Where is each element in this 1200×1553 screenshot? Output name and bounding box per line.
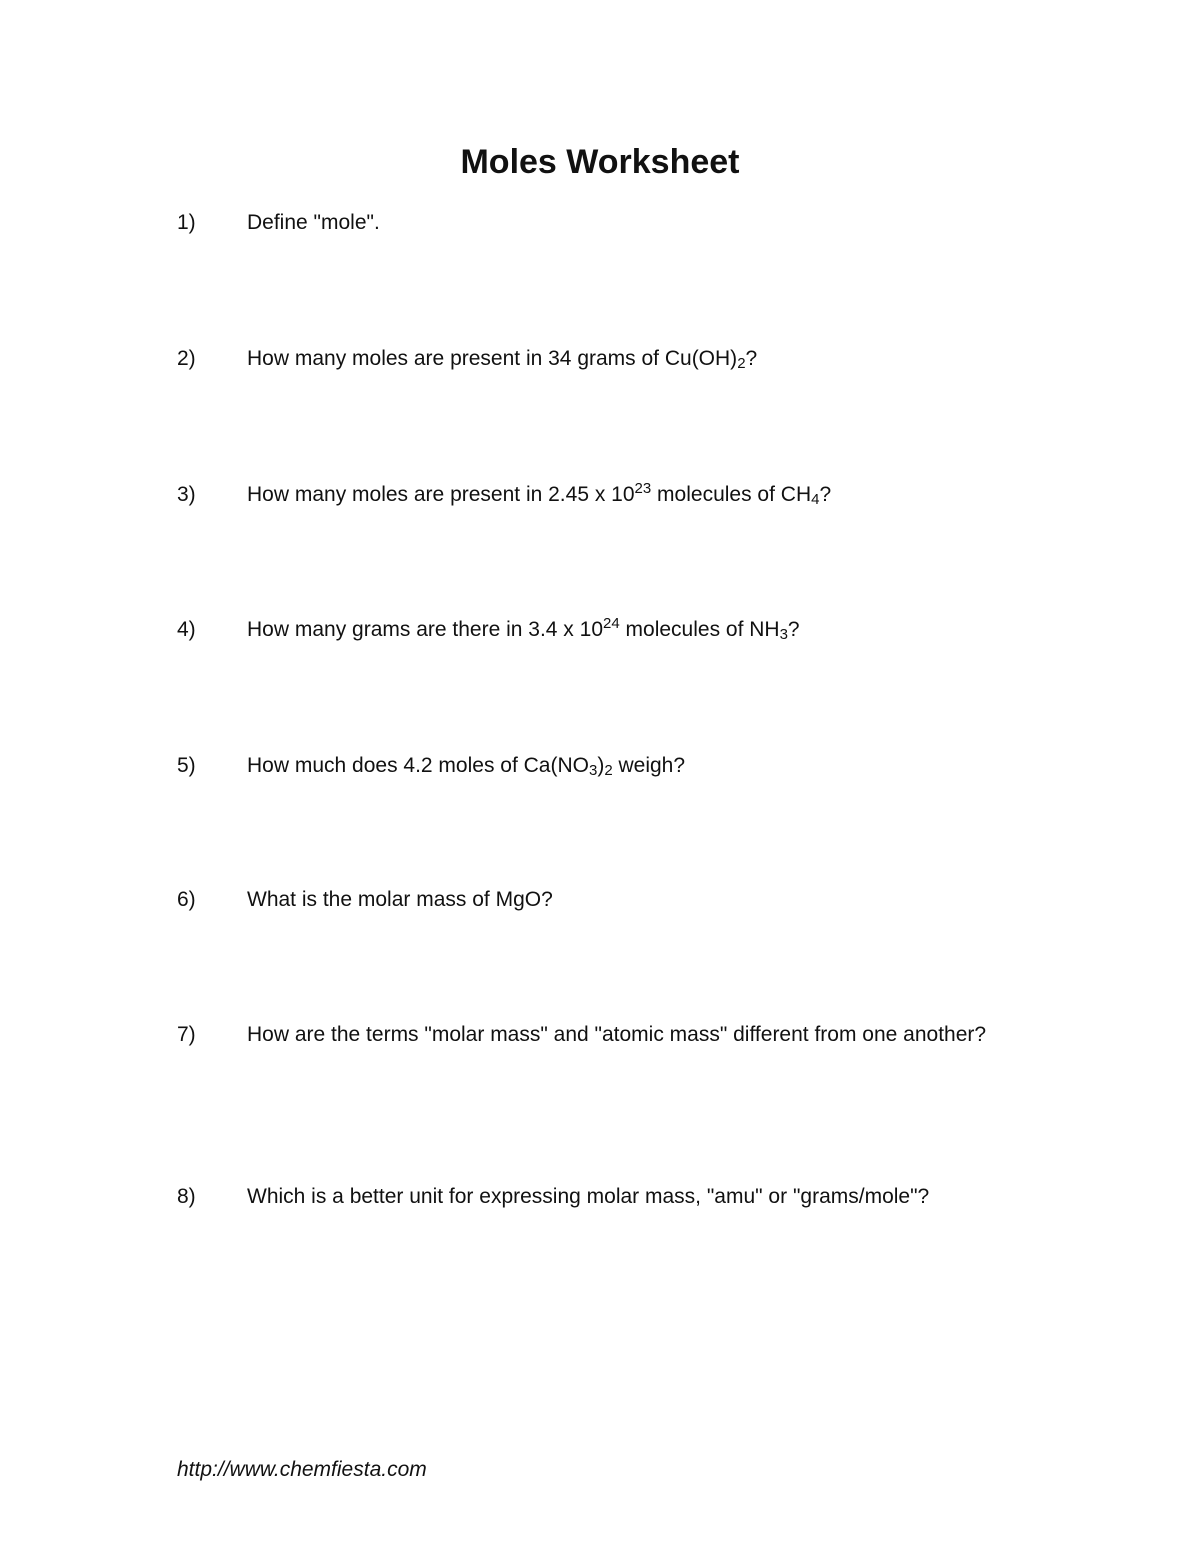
question-number: 2) [177,347,196,370]
question-number: 8) [177,1185,196,1208]
question-text-part: weigh? [612,754,686,777]
superscript: 23 [634,480,652,497]
subscript: 2 [737,355,746,372]
subscript: 3 [588,762,598,779]
subscript: 4 [811,491,820,508]
question-text [247,1183,1007,1210]
question-text-part: molecules of CH [651,483,812,506]
page-title: Moles Worksheet [460,143,740,181]
question-text-part: What is the molar mass of MgO? [247,888,553,911]
question-text-part: ? [787,618,800,641]
question-text-part: ) [597,754,605,777]
question-number: 3) [177,483,196,506]
question-text-part: ? [819,483,832,506]
question-text-part: How much does 4.2 moles of Ca(NO [247,754,589,777]
question-text [247,345,1007,372]
question-text-part: Which is a better unit for expressing molar mass, "amu" or "grams/mole"? [247,1185,930,1208]
question-text-part: ? [745,347,758,370]
subscript: 3 [779,626,788,643]
question-text [247,886,1007,913]
question-text-part: How are the terms "molar mass" and "atomic mass" different from one another? [247,1023,987,1046]
question-number: 7) [177,1023,196,1046]
question-text-part: How many grams are there in 3.4 x 10 [247,618,603,641]
question-text-part: How many moles are present in 34 grams of Cu(OH) [247,347,738,370]
question-number: 4) [177,618,196,641]
question-text-part: How many moles are present in 2.45 x 10 [247,483,635,506]
subscript: 2 [604,762,613,779]
question-number: 5) [177,754,196,777]
question-number: 6) [177,888,196,911]
question-text-part: molecules of NH [619,618,780,641]
question-text [247,616,1007,643]
question-text [247,752,1007,779]
question-text [247,209,1007,236]
footer-url-link[interactable]: http://www.chemfiesta.com [177,1458,427,1481]
question-text [247,1021,1007,1048]
question-text-part: Define "mole". [247,211,380,234]
superscript: 24 [603,615,620,632]
question-number: 1) [177,211,196,234]
question-text [247,481,1007,508]
